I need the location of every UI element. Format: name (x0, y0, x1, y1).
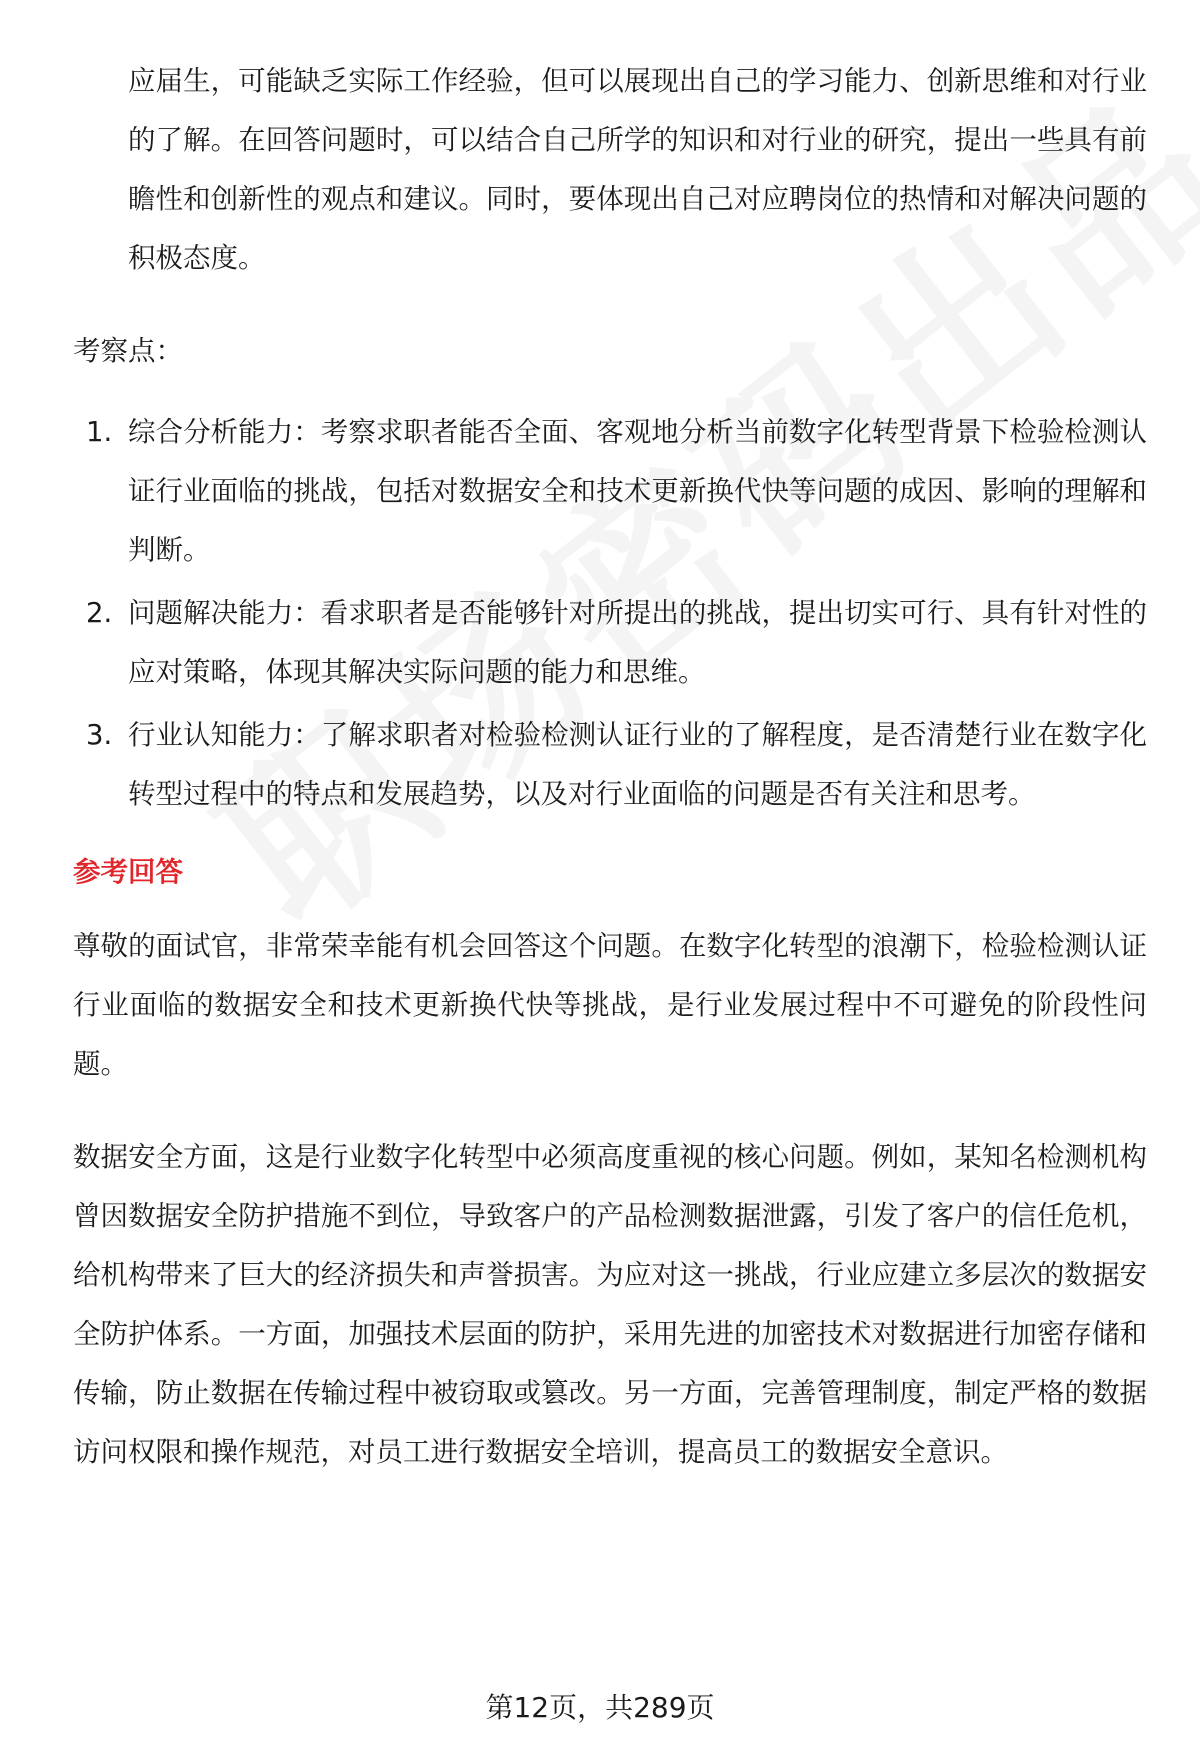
list-item (73, 403, 1147, 580)
reference-answer-title: 参考回答 (73, 856, 183, 888)
assessment-heading: 考察点： (73, 335, 183, 367)
list-number: 2. (86, 597, 113, 629)
intro-paragraph: 应届生，可能缺乏实际工作经验，但可以展现出自己的学习能力、创新思维和对行业的了解。在回答问题时，可以结合自己所学的知识和对行业的研究，提出一些具有前瞻性和创新性的观点和建议。同时，要体现出自己对应聘岗位的热情和对解决问题的积极态度。 (128, 65, 1147, 274)
list-number: 1. (86, 416, 113, 448)
reference-paragraph: 尊敬的面试官，非常荣幸能有机会回答这个问题。在数字化转型的浪潮下，检验检测认证行业面临的数据安全和技术更新换代快等挑战，是行业发展过程中不可避免的阶段性问题。 (73, 930, 1147, 1080)
list-item-text: 问题解决能力：看求职者是否能够针对所提出的挑战，提出切实可行、具有针对性的应对策略，体现其解决实际问题的能力和思维。 (128, 597, 1147, 688)
page-number-footer: 第12页，共289页 (485, 1691, 715, 1724)
reference-paragraph: 数据安全方面，这是行业数字化转型中必须高度重视的核心问题。例如，某知名检测机构曾因数据安全防护措施不到位，导致客户的产品检测数据泄露，引发了客户的信任危机，给机构带来了巨大的经济损失和声誉损害。为应对这一挑战，行业应建立多层次的数据安全防护体系。一方面，加强技术层面的防护，采用先进的加密技术对数据进行加密存储和传输，防止数据在传输过程中被窃取或篡改。另一方面，完善管理制度，制定严格的数据访问权限和操作规范，对员工进行数据安全培训，提高员工的数据安全意识。 (73, 1141, 1147, 1468)
list-item-text: 行业认知能力：了解求职者对检验检测认证行业的了解程度，是否清楚行业在数字化转型过程中的特点和发展趋势，以及对行业面临的问题是否有关注和思考。 (128, 719, 1147, 810)
document-page (73, 52, 1147, 1482)
list-item-text: 综合分析能力：考察求职者能否全面、客观地分析当前数字化转型背景下检验检测认证行业面临的挑战，包括对数据安全和技术更新换代快等问题的成因、影响的理解和判断。 (128, 416, 1147, 566)
list-item (73, 706, 1147, 824)
list-number: 3. (86, 719, 113, 751)
list-item (73, 584, 1147, 702)
assessment-list (73, 403, 1147, 824)
